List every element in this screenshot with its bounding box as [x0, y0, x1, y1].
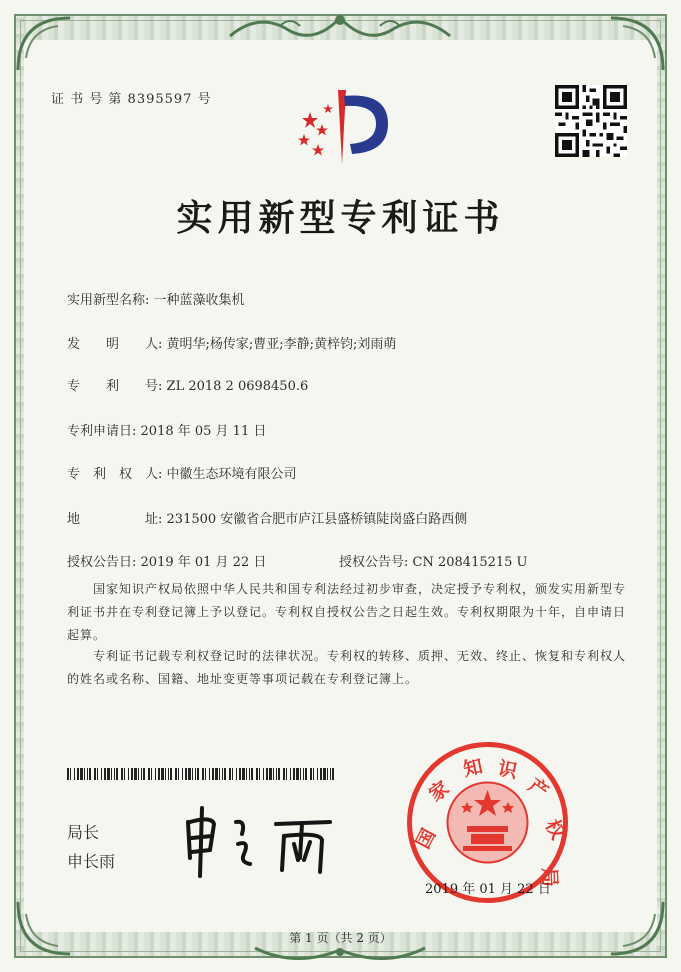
statement-paragraph-2: 专利证书记载专利权登记时的法律状况。专利权的转移、质押、无效、终止、恢复和专利权人的姓名或名称、国籍、地址变更等事项记载在专利登记簿上。: [67, 649, 627, 686]
field-patentee: [67, 463, 297, 482]
field-value: ZL 2018 2 0698450.6: [166, 379, 309, 394]
director-title: 局长: [67, 823, 100, 842]
field-label: 授权公告日:: [67, 555, 137, 570]
corner-ornament-icon: [14, 14, 74, 74]
certificate-number: [51, 88, 212, 107]
field-value: 中徽生态环境有限公司: [166, 467, 297, 482]
field-value: 231500 安徽省合肥市庐江县盛桥镇陡岗盛白路西侧: [166, 512, 468, 527]
field-label: 发 明 人:: [67, 337, 163, 352]
field-label: 专利申请日:: [67, 424, 137, 439]
field-label: 授权公告号:: [339, 555, 409, 570]
svg-text:产: 产: [524, 774, 553, 804]
director-name: 申长雨: [67, 852, 116, 871]
barcode-icon: [67, 768, 335, 780]
certificate-number-value: 8395597: [127, 92, 193, 107]
field-label: 实用新型名称:: [67, 293, 150, 308]
field-grant-number: [339, 551, 528, 570]
corner-ornament-icon: [607, 14, 667, 74]
field-grant-date: [67, 551, 266, 570]
field-label: 专 利 号:: [67, 379, 163, 394]
field-value: 一种蓝藻收集机: [153, 293, 245, 308]
field-utility-model-name: [67, 289, 245, 308]
svg-text:国: 国: [411, 825, 441, 853]
top-ornament-icon: [220, 6, 460, 46]
field-filing-date: [67, 420, 266, 439]
svg-text:识: 识: [495, 757, 520, 783]
field-label: 地 址:: [67, 512, 163, 527]
certificate-number-label: 证 书 号 第: [51, 92, 123, 107]
field-inventors: [67, 333, 396, 352]
statement-paragraph-1: 国家知识产权局依照中华人民共和国专利法经过初步审查，决定授予专利权，颁发实用新型专利证书并在专利登记簿上予以登记。专利权自授权公告之日起生效。专利权期限为十年，自申请日起算。: [67, 582, 627, 642]
field-value: 2019 年 01 月 22 日: [140, 555, 267, 570]
svg-text:知: 知: [461, 755, 485, 781]
page-number: 第 1 页（共 2 页）: [289, 931, 392, 945]
director-signature-icon: [180, 800, 340, 880]
field-value: 黄明华;杨传家;曹亚;李静;黄梓钧;刘雨萌: [166, 337, 397, 352]
svg-text:局: 局: [538, 867, 561, 888]
corner-ornament-icon: [607, 898, 667, 958]
field-value: CN 208415215 U: [412, 555, 528, 570]
seal-date: 2019 年 01 月 22 日: [425, 882, 551, 897]
certificate-title: 实用新型专利证书: [176, 197, 505, 239]
field-address: [67, 508, 467, 527]
qr-code-icon: [555, 85, 627, 157]
svg-text:权: 权: [540, 816, 569, 844]
svg-text:家: 家: [425, 777, 454, 807]
corner-ornament-icon: [14, 898, 74, 958]
field-patent-number: [67, 375, 308, 394]
certificate-number-suffix: 号: [197, 92, 212, 107]
field-label: 专 利 权 人:: [67, 467, 163, 482]
field-value: 2018 年 05 月 11 日: [140, 424, 267, 439]
cnipa-logo-icon: [280, 82, 400, 172]
